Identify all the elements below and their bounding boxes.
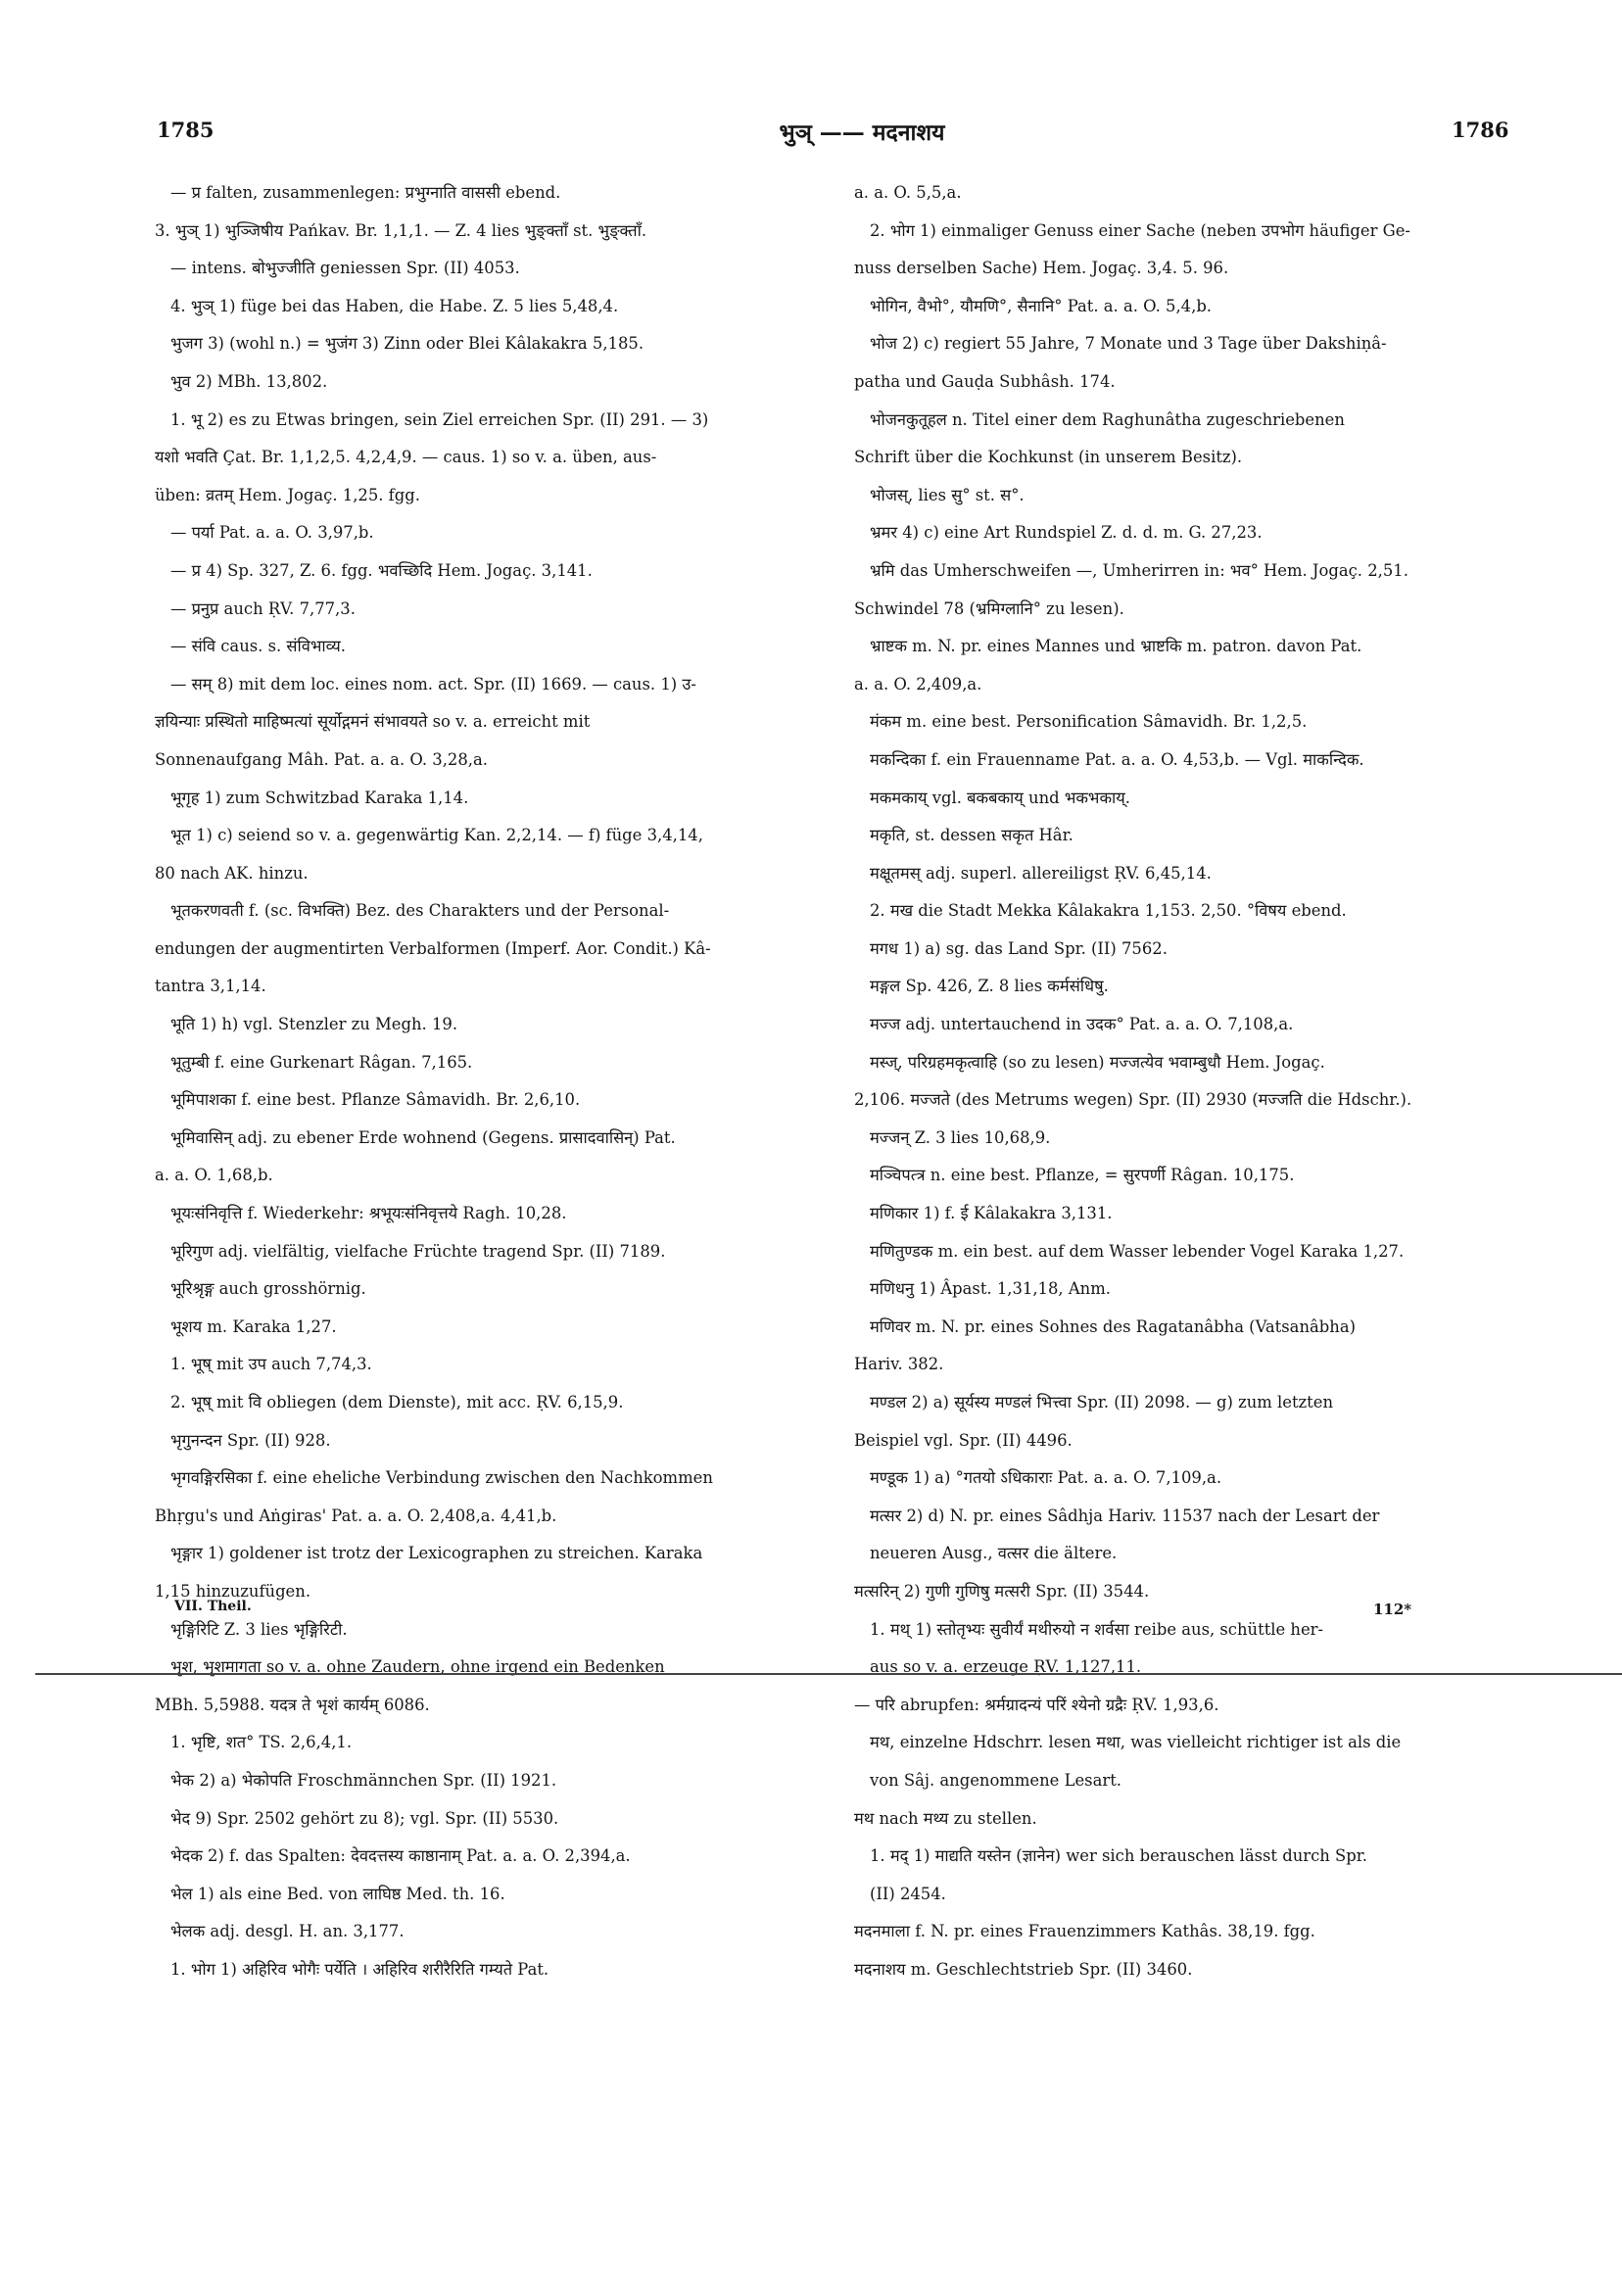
dictionary-line: मणितुण्डक m. ein best. auf dem Wasser lebender Vogel Karaka 1,27. <box>870 1241 1405 1261</box>
dictionary-line: MBh. 5,5988. यदत्र ते भृशं कार्यम् 6086. <box>155 1695 430 1714</box>
dictionary-line: भ्रमर 4) c) eine Art Rundspiel Z. d. d. m. G. 27,23. <box>870 523 1263 543</box>
dictionary-line: भृगवङ्गिरसिका f. eine eheliche Verbindung zwischen den Nachkommen <box>170 1468 713 1488</box>
dictionary-line: aus so v. a. erzeuge ṚV. 1,127,11. <box>870 1657 1142 1677</box>
dictionary-line: ज्ञयिन्याः प्रस्थितो माहिष्मत्यां सूर्योद्गमनं संभावयते so v. a. erreicht mit <box>155 712 591 732</box>
dictionary-line: मण्डल 2) a) सूर्यस्य मण्डलं भित्त्वा Spr. (II) 2098. — g) zum letzten <box>870 1393 1334 1411</box>
dictionary-line: a. a. O. 1,68,b. <box>155 1166 273 1185</box>
dictionary-line: भोजनकुतूहल n. Titel einer dem Raghunâtha zugeschriebenen <box>870 409 1345 429</box>
dictionary-line: भेदक 2) f. das Spalten: देवदत्तस्य काष्ठानाम् Pat. a. a. O. 2,394,a. <box>170 1846 631 1866</box>
dictionary-line: भूति 1) h) vgl. Stenzler zu Megh. 19. <box>170 1015 458 1034</box>
page-number-left: 1785 <box>157 118 215 142</box>
dictionary-line: मकमकाय् vgl. बकबकाय् und भकभकाय्. <box>870 788 1131 807</box>
dictionary-line: मणिवर m. N. pr. eines Sohnes des Ragatanâbha (Vatsanâbha) <box>870 1316 1356 1336</box>
dictionary-line: 2,106. मज्जते (des Metrums wegen) Spr. (II) 2930 (मज्जति die Hdschr.). <box>854 1090 1412 1110</box>
dictionary-line: भूमिवासिन् adj. zu ebener Erde wohnend (Gegens. प्रासादवासिन्) Pat. <box>170 1127 676 1147</box>
dictionary-line: भूतुम्बी f. eine Gurkenart Râgan. 7,165. <box>170 1052 473 1072</box>
dictionary-line: भृश, भृशमागता so v. a. ohne Zaudern, ohne irgend ein Bedenken <box>170 1657 665 1677</box>
dictionary-line: मदनाशय m. Geschlechtstrieb Spr. (II) 3460. <box>854 1959 1193 1979</box>
left-column <box>155 174 831 1989</box>
dictionary-line: मंकम m. eine best. Personification Sâmavidh. Br. 1,2,5. <box>870 712 1308 732</box>
dictionary-line: 1,15 hinzuzufügen. <box>155 1581 311 1601</box>
bottom-rule <box>35 1673 1622 1675</box>
dictionary-line: 1. भृष्टि, शत° TS. 2,6,4,1. <box>170 1733 353 1752</box>
dictionary-line: मङ्गल Sp. 426, Z. 8 lies कर्मसंधिषु. <box>870 977 1109 996</box>
dictionary-line: भूमिपाशका f. eine best. Pflanze Sâmavidh. Br. 2,6,10. <box>170 1090 581 1110</box>
dictionary-line: मण्डूक 1) a) °गतयो ऽधिकाराः Pat. a. a. O. 7,109,a. <box>870 1468 1222 1488</box>
dictionary-line: भूत 1) c) seiend so v. a. gegenwärtig Kan. 2,2,14. — f) füge 3,4,14, <box>170 826 703 845</box>
dictionary-line: üben: व्रतम् Hem. Jogaç. 1,25. fgg. <box>155 485 420 504</box>
dictionary-line: मकृति, st. dessen सकृत Hâr. <box>870 826 1073 845</box>
dictionary-line: भेल 1) als eine Bed. von लाघिष्ठ Med. th. 16. <box>170 1884 505 1903</box>
dictionary-line: भूशय m. Karaka 1,27. <box>170 1316 337 1336</box>
dictionary-line: भ्राष्टक m. N. pr. eines Mannes und भ्राष्टकि m. patron. davon Pat. <box>870 637 1362 656</box>
dictionary-line: भूगृह 1) zum Schwitzbad Karaka 1,14. <box>170 788 469 807</box>
dictionary-line: — प्रनुप्र auch ṚV. 7,77,3. <box>170 598 356 618</box>
dictionary-line: भृङ्गिरिटि Z. 3 lies भृङ्गिरिटी. <box>170 1619 348 1639</box>
dictionary-line: 1. भोग 1) अहिरिव भोगैः पर्येति । अहिरिव शरीरैरिति गम्यते Pat. <box>170 1959 549 1979</box>
dictionary-line: Beispiel vgl. Spr. (II) 4496. <box>854 1430 1073 1450</box>
dictionary-line: भेद 9) Spr. 2502 gehört zu 8); vgl. Spr. (II) 5530. <box>170 1808 559 1828</box>
dictionary-line: मञ्चिपत्त्र n. eine best. Pflanze, = सुरपर्णी Râgan. 10,175. <box>870 1166 1295 1185</box>
dictionary-line: (II) 2454. <box>870 1884 946 1903</box>
dictionary-line: मज्ज adj. untertauchend in उदक° Pat. a. a. O. 7,108,a. <box>870 1015 1294 1034</box>
dictionary-line: मथ nach मथ्य zu stellen. <box>854 1808 1037 1828</box>
dictionary-line: nuss derselben Sache) Hem. Jogaç. 3,4. 5. 96. <box>854 259 1229 278</box>
dictionary-line: मज्जन् Z. 3 lies 10,68,9. <box>870 1127 1051 1147</box>
dictionary-line: endungen der augmentirten Verbalformen (Imperf. Aor. Condit.) Kâ- <box>155 938 711 958</box>
dictionary-line: मक्षूतमस् adj. superl. allereiligst ṚV. 6,45,14. <box>870 863 1212 883</box>
dictionary-line: — संवि caus. s. संविभाव्य. <box>170 637 346 656</box>
dictionary-line: भूतकरणवती f. (sc. विभक्ति) Bez. des Charakters und der Personal- <box>170 901 670 921</box>
dictionary-line: मकन्दिका f. ein Frauenname Pat. a. a. O. 4,53,b. — Vgl. माकन्दिक. <box>870 749 1364 769</box>
dictionary-line: 2. भोग 1) einmaliger Genuss einer Sache (neben उपभोग häufiger Ge- <box>870 220 1410 240</box>
dictionary-line: Schwindel 78 (भ्रमिग्लानि° zu lesen). <box>854 598 1124 618</box>
dictionary-line: मणिकार 1) f. ई Kâlakakra 3,131. <box>870 1204 1113 1223</box>
dictionary-line: patha und Gauḍa Subhâsh. 174. <box>854 371 1116 391</box>
dictionary-line: भूयःसंनिवृत्ति f. Wiederkehr: श्रभूयःसंनिवृत्तये Ragh. 10,28. <box>170 1204 567 1223</box>
dictionary-line: — सम् 8) mit dem loc. eines nom. act. Spr. (II) 1669. — caus. 1) उ- <box>170 674 696 694</box>
dictionary-line: — पर्या Pat. a. a. O. 3,97,b. <box>170 523 374 543</box>
dictionary-line: 4. भुञ् 1) füge bei das Haben, die Habe. Z. 5 lies 5,48,4. <box>170 296 619 315</box>
dictionary-line: tantra 3,1,14. <box>155 977 266 996</box>
dictionary-line: a. a. O. 2,409,a. <box>854 674 982 694</box>
dictionary-line: भोजस्, lies सु° st. स°. <box>870 485 1025 504</box>
dictionary-line: Sonnenaufgang Mâh. Pat. a. a. O. 3,28,a. <box>155 749 488 769</box>
dictionary-line: neueren Ausg., वत्सर die ältere. <box>870 1544 1118 1563</box>
dictionary-line: Bhṛgu's und Aṅgiras' Pat. a. a. O. 2,408,a. 4,41,b. <box>155 1506 557 1525</box>
dictionary-line: मत्सर 2) d) N. pr. eines Sâdhja Hariv. 11537 nach der Lesart der <box>870 1506 1380 1525</box>
dictionary-line: — प्र 4) Sp. 327, Z. 6. fgg. भवच्छिदि Hem. Jogaç. 3,141. <box>170 560 593 580</box>
dictionary-line: 3. भुञ् 1) भुञ्जिषीय Pańkav. Br. 1,1,1. — Z. 4 lies भुङ्क्ताँ st. भुङ्क्ताँ. <box>155 220 647 240</box>
dictionary-line: 1. मथ् 1) स्तोतृभ्यः सुवीर्यं मथीरुयो न शर्वसा reibe aus, schüttle her- <box>870 1619 1324 1639</box>
dictionary-line: 1. भू 2) es zu Etwas bringen, sein Ziel erreichen Spr. (II) 291. — 3) <box>170 409 709 429</box>
dictionary-line: भेक 2) a) भेकोपति Froschmännchen Spr. (II) 1921. <box>170 1770 557 1790</box>
dictionary-line: भुव 2) MBh. 13,802. <box>170 371 328 391</box>
dictionary-line: 1. मद् 1) माद्यति यस्तेन (ज्ञानेन) wer sich berauschen lässt durch Spr. <box>870 1846 1368 1866</box>
dictionary-line: मस्ज्, परिग्रहमकृत्वाहि (so zu lesen) मज्जत्येव भवाम्बुधौ Hem. Jogaç. <box>870 1052 1325 1072</box>
signature-mark: VII. Theil. <box>174 1599 252 1614</box>
dictionary-line: Schrift über die Kochkunst (in unserem Besitz). <box>854 448 1243 467</box>
dictionary-line: भूरिश्रृङ्ग auch grosshörnig. <box>170 1279 366 1299</box>
dictionary-line: — प्र falten, zusammenlegen: प्रभुग्नाति वाससी ebend. <box>170 183 561 202</box>
dictionary-line: von Sâj. angenommene Lesart. <box>870 1770 1121 1790</box>
sheet-number: 112* <box>1373 1601 1412 1618</box>
dictionary-line: भुजग 3) (wohl n.) = भुजंग 3) Zinn oder Blei Kâlakakra 5,185. <box>170 334 644 354</box>
dictionary-line: 2. भूष् mit वि obliegen (dem Dienste), mit acc. ṚV. 6,15,9. <box>170 1393 624 1411</box>
running-headline: भुञ् —— मदनाशय <box>779 120 945 146</box>
dictionary-line: मत्सरिन् 2) गुणी गुणिषु मत्सरी Spr. (II) 3544. <box>854 1581 1150 1601</box>
dictionary-line: Hariv. 382. <box>854 1355 944 1374</box>
dictionary-line: 1. भूष् mit उप auch 7,74,3. <box>170 1355 372 1374</box>
dictionary-line: 2. मख die Stadt Mekka Kâlakakra 1,153. 2,50. °विषय ebend. <box>870 901 1347 921</box>
right-column <box>854 174 1512 1989</box>
dictionary-line: — intens. बोभुज्जीति geniessen Spr. (II) 4053. <box>170 259 520 278</box>
dictionary-line: भृङ्गार 1) goldener ist trotz der Lexicographen zu streichen. Karaka <box>170 1544 703 1563</box>
dictionary-line: मदनमाला f. N. pr. eines Frauenzimmers Kathâs. 38,19. fgg. <box>854 1922 1315 1941</box>
dictionary-line: भृगुनन्दन Spr. (II) 928. <box>170 1430 331 1450</box>
dictionary-line: भोगिन, वैभो°, यौमणि°, सैनानि° Pat. a. a. O. 5,4,b. <box>870 296 1213 315</box>
dictionary-line: — परि abrupfen: श्रर्मग्रादन्यं परिं श्येनो ग्रद्रैः ṚV. 1,93,6. <box>854 1695 1219 1714</box>
page-number-right: 1786 <box>1452 118 1509 142</box>
dictionary-line: यशो भवति Çat. Br. 1,1,2,5. 4,2,4,9. — caus. 1) so v. a. üben, aus- <box>155 448 657 467</box>
dictionary-line: a. a. O. 5,5,a. <box>854 183 962 202</box>
dictionary-line: मणिधनु 1) Âpast. 1,31,18, Anm. <box>870 1279 1111 1299</box>
dictionary-line: भेलक adj. desgl. H. an. 3,177. <box>170 1922 405 1941</box>
dictionary-line: मगध 1) a) sg. das Land Spr. (II) 7562. <box>870 938 1168 958</box>
dictionary-line: भोज 2) c) regiert 55 Jahre, 7 Monate und 3 Tage über Dakshiṇâ- <box>870 334 1387 354</box>
dictionary-line: 80 nach AK. hinzu. <box>155 863 309 883</box>
dictionary-line: मथ, einzelne Hdschrr. lesen मथा, was vielleicht richtiger ist als die <box>870 1733 1402 1752</box>
dictionary-line: भूरिगुण adj. vielfältig, vielfache Früchte tragend Spr. (II) 7189. <box>170 1241 666 1261</box>
dictionary-line: भ्रमि das Umherschweifen —, Umherirren in: भव° Hem. Jogaç. 2,51. <box>870 560 1408 580</box>
